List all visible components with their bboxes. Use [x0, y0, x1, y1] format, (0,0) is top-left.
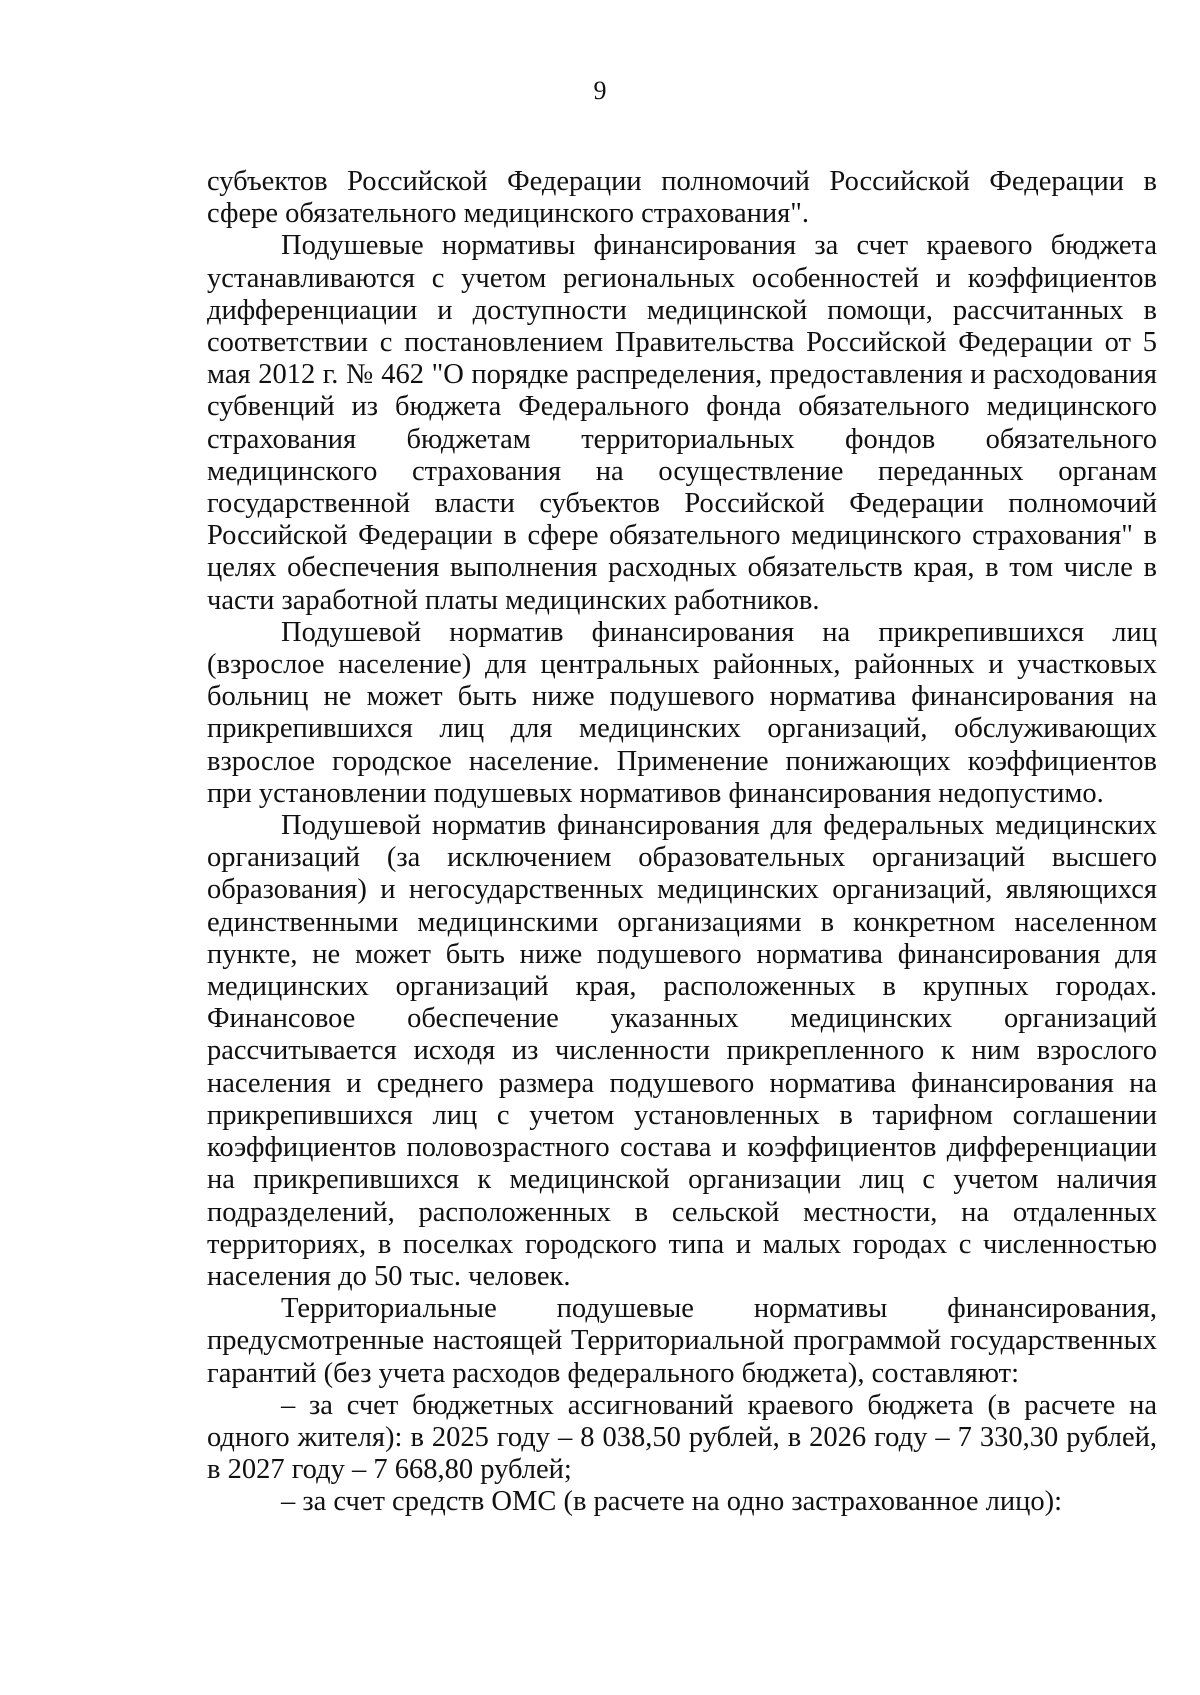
paragraph-rural-hospitals: Подушевой норматив финансирования на прикрепившихся лиц (взрослое население) для центральных районных, районных и участковых больниц не может быть ниже подушевого норматива финансирования на прикрепившихся лиц для медицинских организаций, обслуживающих взрослое городское население. Применение понижающих коэффициентов при установлении подушевых нормативов финансирования недопустимо.: [207, 616, 1157, 809]
page-number: 9: [593, 76, 607, 105]
list-item-regional-budget: – за счет бюджетных ассигнований краевого бюджета (в расчете на одного жителя): в 2025 году – 8 038,50 рублей, в 2026 году – 7 330,30 рублей, в 2027 году – 7 668,80 рублей;: [207, 1389, 1157, 1486]
document-body: [207, 166, 1157, 1519]
paragraph-federal-organizations: Подушевой норматив финансирования для федеральных медицинских организаций (за исключением образовательных организаций высшего образования) и негосударственных медицинских организаций, являющихся единственными медицинскими организациями в конкретном населенном пункте, не может быть ниже подушевого норматива финансирования для медицинских организаций края, расположенных в крупных городах. Финансовое обеспечение указанных медицинских организаций рассчитывается исходя из численности прикрепленного к ним взрослого населения и среднего размера подушевого норматива финансирования на прикрепившихся лиц с учетом установленных в тарифном соглашении коэффициентов половозрастного состава и коэффициентов дифференциации на прикрепившихся к медицинской организации лиц с учетом наличия подразделений, расположенных в сельской местности, на отдаленных территориях, в поселках городского типа и малых городах с численностью населения до 50 тыс. человек.: [207, 810, 1157, 1292]
paragraph-regional-coefficients: Подушевые нормативы финансирования за счет краевого бюджета устанавливаются с учетом региональных особенностей и коэффициентов дифференциации и доступности медицинской помощи, рассчитанных в соответствии с постановлением Правительства Российской Федерации от 5 мая 2012 г. № 462 "О порядке распределения, предоставления и расходования субвенций из бюджета Федерального фонда обязательного медицинского страхования бюджетам территориальных фондов обязательного медицинского страхования на осуществление переданных органам государственной власти субъектов Российской Федерации полномочий Российской Федерации в сфере обязательного медицинского страхования" в целях обеспечения выполнения расходных обязательств края, в том числе в части заработной платы медицинских работников.: [207, 230, 1157, 616]
list-item-oms-funds: – за счет средств ОМС (в расчете на одно застрахованное лицо):: [281, 1486, 1062, 1518]
paragraph-continuation: субъектов Российской Федерации полномочий Российской Федерации в сфере обязательного медицинского страхования".: [207, 166, 1157, 230]
paragraph-territorial-normatives: Территориальные подушевые нормативы финансирования, предусмотренные настоящей Территориальной программой государственных гарантий (без учета расходов федерального бюджета), составляют:: [207, 1293, 1157, 1389]
